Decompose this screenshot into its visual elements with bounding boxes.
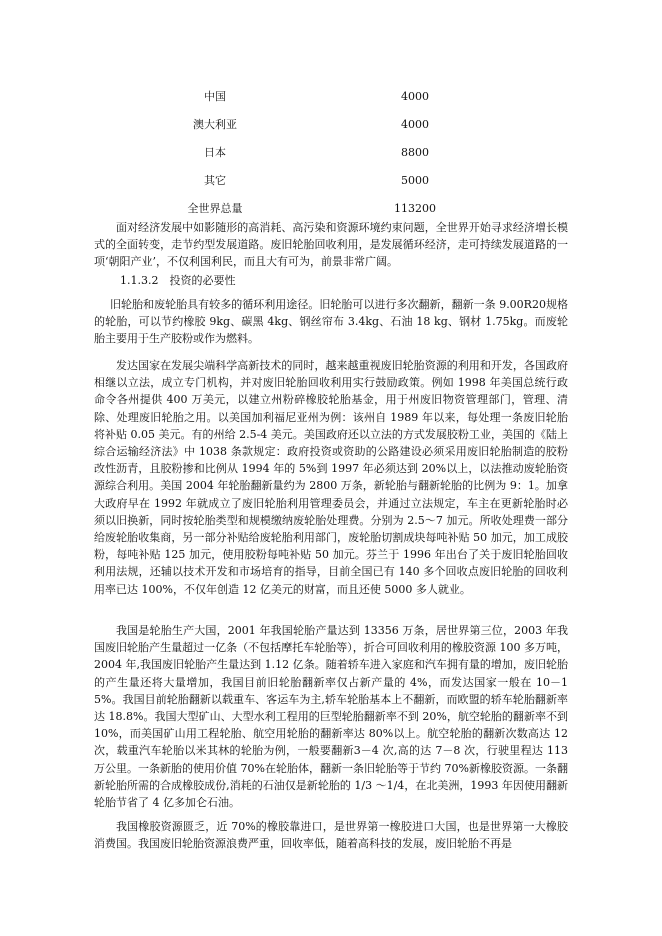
section-heading: 1.1.3.2 投资的必要性 (120, 274, 236, 287)
paragraph-tire-reuse: 旧轮胎和废轮胎具有较多的循环利用途径。旧轮胎可以进行多次翻新，翻新一条 9.00R20规格的轮胎，可以节约橡胶 9kg、碳黑 4kg、钢丝帘布 3.4kg、石油 18 kg、钢材 1.75kg。而废轮胎主要用于生产胶粉或作为燃料。 (94, 298, 568, 346)
table-row (150, 136, 510, 164)
country-name: 其它 (204, 174, 226, 187)
country-value: 8800 (401, 146, 429, 159)
paragraph-rubber-resources: 我国橡胶资源匮乏，近 70%的橡胶靠进口，是世界第一橡胶进口大国，也是世界第一大橡胶消费国。我国废旧轮胎资源浪费严重，回收率低，随着高科技的发展，废旧轮胎不再是 (94, 820, 568, 851)
country-value: 113200 (394, 202, 436, 215)
table-row (150, 192, 510, 220)
country-name: 澳大利亚 (193, 118, 237, 131)
table-row (150, 164, 510, 192)
country-value: 4000 (401, 118, 429, 131)
table-row (150, 80, 510, 108)
country-name: 日本 (204, 146, 226, 159)
country-value: 4000 (401, 90, 429, 103)
paragraph-china-production: 我国是轮胎生产大国，2001 年我国轮胎产量达到 13356 万条，居世界第三位，2003 年我国废旧轮胎产生量超过一亿条（不包括摩托车轮胎等），折合可回收利用的橡胶资源 100 多万吨，2004 年,我国废旧轮胎产生量达到 1.12 亿条。随着轿车进入家庭和汽车拥有量的增加，废旧轮胎的产生量还将大量增加，我国目前旧轮胎翻新率仅占新产量的 4%，而发达国家一般在 10－15%。我国目前轮胎翻新以载重车、客运车为主,轿车轮胎基本上不翻新，而欧盟的轿车轮胎翻新率达 18.8%。我国大型矿山、大型水利工程用的巨型轮胎翻新率不到 20%，航空轮胎的翻新率不到 10%，而美国矿山用工程轮胎、航空用轮胎的翻新率达 80%以上。航空轮胎的翻新次数高达 12 次，载重汽车轮胎以米其林的轮胎为例，一般要翻新3－4 次,高的达 7－8 次，行驶里程达 113 万公里。一条新胎的使用价值 70%在轮胎体，翻新一条旧轮胎等于节约 70%新橡胶资源。一条翻新轮胎所需的合成橡胶成份,消耗的石油仅是新轮胎的 1/3 ～1/4，在北美洲，1993 年因使用翻新轮胎节省了 4 亿多加仑石油。 (94, 624, 568, 810)
country-value: 5000 (401, 174, 429, 187)
table-row (150, 108, 510, 136)
paragraph-developed-countries: 发达国家在发展尖端科学高新技术的同时，越来越重视废旧轮胎资源的利用和开发，各国政府相继以立法，成立专门机构，并对废旧轮胎回收利用实行鼓励政策。例如 1998 年美国总统行政命令各州提供 400 万美元，以建立州粉碎橡胶轮胎基金，用于州废旧物资管理部门，管理、清除、处理废旧轮胎之用。以美国加利福尼亚州为例：该州自 1989 年以来，每处理一条废旧轮胎将补贴 0.05 美元。有的州给 2.5-4 美元。美国政府还以立法的方式发展胶粉工业，美国的《陆上综合运输经济法》中 1038 条款规定：政府投资或资助的公路建设必须采用废旧轮胎制造的胶粉改性沥青，且胶粉掺和比例从 1994 年的 5%到 1997 年必须达到 20%以上，以法推动废轮胎资源综合利用。美国 2004 年轮胎翻新量约为 2800 万条，新轮胎与翻新轮胎的比例为 9：1。加拿大政府早在 1992 年就成立了废旧轮胎利用管理委员会，并通过立法规定，车主在更新轮胎时必须以旧换新，同时按轮胎类型和规模缴纳废轮胎处理费。分别为 2.5～7 加元。所收处理费一部分给废轮胎收集商，另一部分补贴给废轮胎利用部门，废轮胎切割成块每吨补贴 50 加元，加工成胶粉，每吨补贴 125 加元，使用胶粉每吨补贴 50 加元。芬兰于 1996 年出台了关于废旧轮胎回收利用法规，还辅以技术开发和市场培育的指导，目前全国已有 140 多个回收点废旧轮胎的回收利用率已达 100%，不仅年创造 12 亿美元的财富，而且还使 5000 多人就业。 (94, 359, 568, 596)
country-name: 全世界总量 (187, 202, 243, 215)
country-name: 中国 (204, 90, 226, 103)
paragraph-circular-economy: 面对经济发展中如影随形的高消耗、高污染和资源环境约束问题，全世界开始寻求经济增长模式的全面转变，走节约型发展道路。废旧轮胎回收利用，是发展循环经济，走可持续发展道路的一项‘朝阳产业’，不仅利国利民，而且大有可为，前景非常广阔。 (94, 221, 568, 269)
production-table (150, 80, 510, 220)
